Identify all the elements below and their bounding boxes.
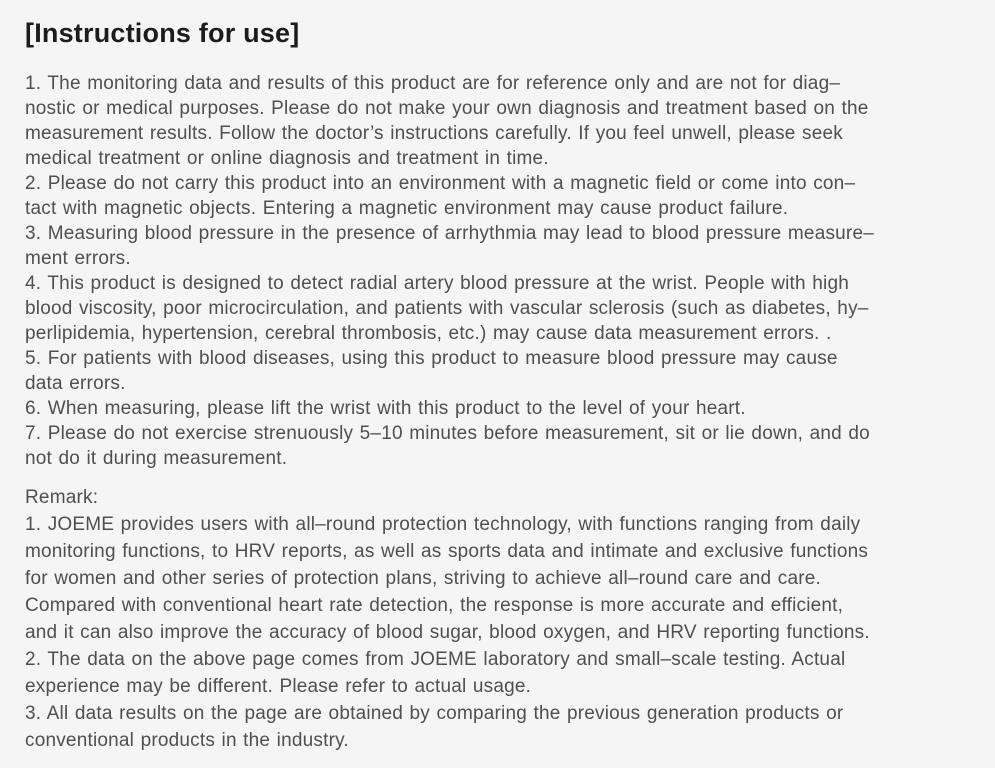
instruction-line: 1. The monitoring data and results of this product are for reference only and are not for diag– <box>25 73 841 94</box>
instruction-line: blood viscosity, poor microcirculation, and patients with vascular sclerosis (such as diabetes, hy– <box>25 298 869 319</box>
instruction-line: tact with magnetic objects. Entering a magnetic environment may cause product failure. <box>25 198 789 219</box>
instruction-line: 6. When measuring, please lift the wrist with this product to the level of your heart. <box>25 398 746 419</box>
instruction-line: data errors. <box>25 373 126 394</box>
remark-section <box>25 484 968 754</box>
instruction-line: 2. Please do not carry this product into an environment with a magnetic field or come into con– <box>25 173 856 194</box>
remark-line: conventional products in the industry. <box>25 730 349 751</box>
instructions-section <box>25 71 968 471</box>
remark-line: monitoring functions, to HRV reports, as well as sports data and intimate and exclusive functions <box>25 541 869 562</box>
instruction-line: 3. Measuring blood pressure in the presence of arrhythmia may lead to blood pressure measure– <box>25 223 874 244</box>
instruction-line: nostic or medical purposes. Please do not make your own diagnosis and treatment based on the <box>25 98 869 119</box>
instruction-line: medical treatment or online diagnosis and treatment in time. <box>25 148 549 169</box>
remark-line: experience may be different. Please refer to actual usage. <box>25 676 532 697</box>
instruction-line: 4. This product is designed to detect radial artery blood pressure at the wrist. People with high <box>25 273 849 294</box>
instruction-line: not do it during measurement. <box>25 448 288 469</box>
instruction-line: ment errors. <box>25 248 131 269</box>
remark-line: 3. All data results on the page are obtained by comparing the previous generation products or <box>25 703 844 724</box>
remark-heading: Remark: <box>25 487 99 508</box>
remark-line: Compared with conventional heart rate detection, the response is more accurate and efficient, <box>25 595 844 616</box>
remark-line: for women and other series of protection plans, striving to achieve all–round care and care. <box>25 568 821 589</box>
remark-line: 2. The data on the above page comes from JOEME laboratory and small–scale testing. Actual <box>25 649 846 670</box>
instruction-line: 7. Please do not exercise strenuously 5–10 minutes before measurement, sit or lie down, and do <box>25 423 870 444</box>
instruction-line: perlipidemia, hypertension, cerebral thrombosis, etc.) may cause data measurement errors. . <box>25 323 832 344</box>
instruction-line: measurement results. Follow the doctor’s instructions carefully. If you feel unwell, please seek <box>25 123 843 144</box>
page-title: [Instructions for use] <box>25 18 300 48</box>
remark-line: and it can also improve the accuracy of blood sugar, blood oxygen, and HRV reporting functions. <box>25 622 870 643</box>
instruction-line: 5. For patients with blood diseases, using this product to measure blood pressure may cause <box>25 348 838 369</box>
remark-line: 1. JOEME provides users with all–round protection technology, with functions ranging from daily <box>25 514 861 535</box>
